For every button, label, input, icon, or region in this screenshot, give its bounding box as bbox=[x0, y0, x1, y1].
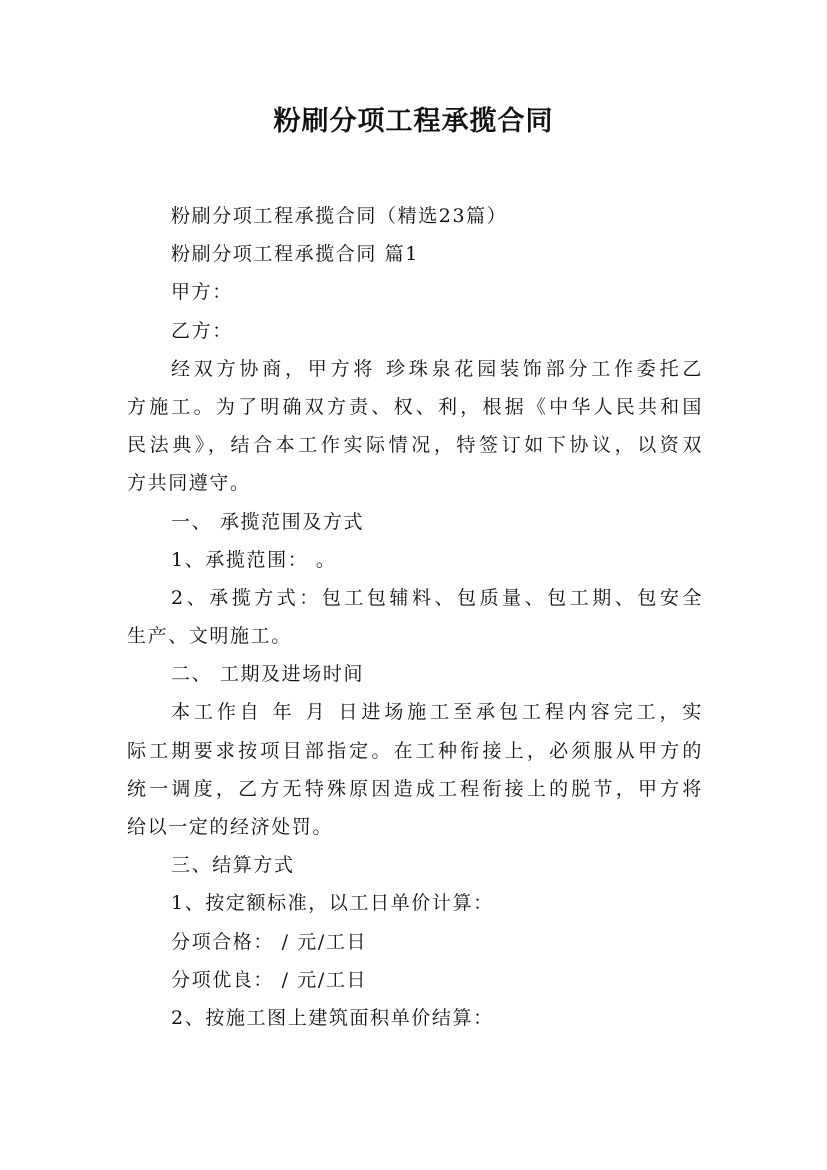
section-heading: 一、 承揽范围及方式 bbox=[171, 510, 365, 533]
paragraph-line: 本工作自 年 月 日进场施工至承包工程内容完工，实 bbox=[171, 701, 703, 724]
paragraph-line: 经双方协商，甲方将 珍珠泉花园装饰部分工作委托乙 bbox=[171, 357, 703, 380]
paragraph-line: 统一调度，乙方无特殊原因造成工程衔接上的脱节，甲方将 bbox=[127, 777, 703, 800]
rate-line: 分项合格： / 元/工日 bbox=[171, 930, 368, 953]
section-heading: 二、 工期及进场时间 bbox=[171, 663, 365, 686]
paragraph-line: 民法典》，结合本工作实际情况，特签订如下协议，以资双 bbox=[127, 434, 703, 457]
clause-line: 2、按施工图上建筑面积单价结算： bbox=[171, 1006, 494, 1029]
paragraph-line: 际工期要求按项目部指定。在工种衔接上，必须服从甲方的 bbox=[127, 739, 703, 762]
document-title: 粉刷分项工程承揽合同 bbox=[273, 106, 554, 137]
party-b-line: 乙方： bbox=[171, 319, 233, 342]
clause-line: 生产、文明施工。 bbox=[127, 625, 292, 648]
clause-line: 1、按定额标准，以工日单价计算： bbox=[171, 892, 494, 915]
paragraph-line: 给以一定的经济处罚。 bbox=[127, 816, 334, 838]
chapter-heading: 粉刷分项工程承揽合同 篇1 bbox=[171, 243, 419, 266]
clause-line: 1、承揽范围： 。 bbox=[171, 548, 337, 571]
rate-line: 分项优良： / 元/工日 bbox=[171, 968, 368, 991]
document-body bbox=[127, 197, 703, 1037]
clause-line: 2、承揽方式：包工包辅料、包质量、包工期、包安全 bbox=[171, 586, 703, 609]
party-a-line: 甲方： bbox=[171, 281, 233, 304]
section-heading: 三、结算方式 bbox=[171, 854, 295, 877]
paragraph-line: 方共同遵守。 bbox=[127, 472, 251, 495]
paragraph-line: 方施工。为了明确双方责、权、利，根据《中华人民共和国 bbox=[127, 395, 703, 418]
subtitle-line: 粉刷分项工程承揽合同（精选23篇） bbox=[171, 205, 508, 227]
